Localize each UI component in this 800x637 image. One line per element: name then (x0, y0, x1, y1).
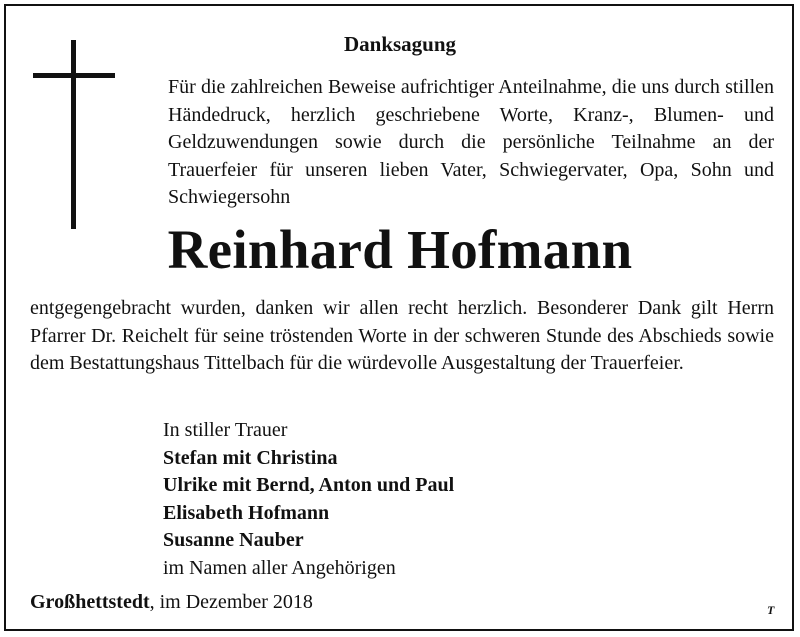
cross-horizontal-bar (33, 73, 115, 78)
thanks-paragraph: entgegengebracht wurden, danken wir allen recht herzlich. Besonderer Dank gilt Herrn Pfarrer Dr. Reichelt für seine tröstenden Worte in der schweren Stunde des Abschieds sowie dem Bestattungshaus Tittelbach für die würdevolle Ausgestaltung der Trauerfeier. (30, 297, 774, 374)
deceased-name: Reinhard Hofmann (167, 219, 633, 280)
signer-name: Ulrike mit Bernd, Anton und Paul (163, 474, 455, 496)
signature-block (163, 417, 663, 582)
place-date-line (30, 591, 313, 614)
date-text: , im Dezember 2018 (149, 591, 313, 613)
publisher-mark: T (767, 603, 775, 617)
notice-heading: Danksagung (343, 32, 457, 56)
intro-paragraph: Für die zahlreichen Beweise aufrichtiger Anteilnahme, die uns durch stillen Händedruck, herzlich geschriebene Worte, Kranz-, Blumen- und Geldzuwendungen sowie durch die persönliche Teilnahme an der Trauerfeier für unseren lieben Vater, Schwiegervater, Opa, Sohn und Schwiegersohn (168, 76, 774, 208)
closing-line: im Namen aller Angehörigen (163, 556, 396, 579)
signer-name: Elisabeth Hofmann (163, 501, 330, 524)
signer-name: Susanne Nauber (163, 529, 304, 551)
place-name: Großhettstedt (30, 591, 150, 613)
mourning-line: In stiller Trauer (163, 419, 288, 441)
signer-name: Stefan mit Christina (163, 446, 338, 469)
cross-vertical-bar (71, 40, 76, 229)
